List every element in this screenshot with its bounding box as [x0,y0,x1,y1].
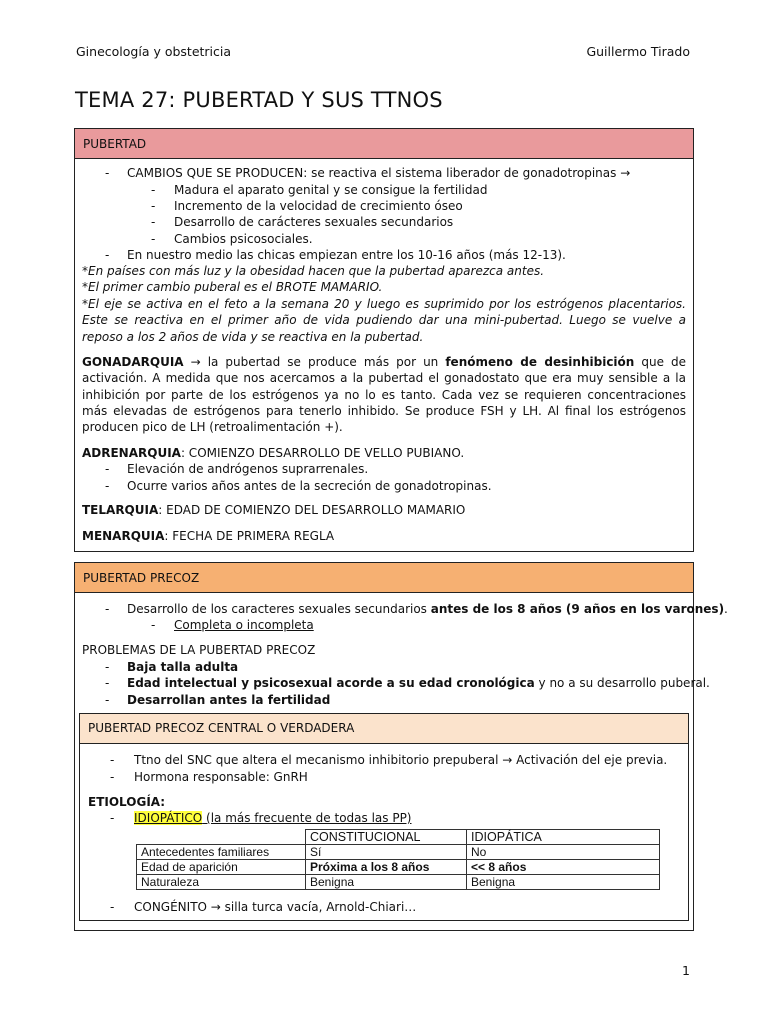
table-cell: No [467,845,660,860]
note-brote: *El primer cambio puberal es el BROTE MAMARIO. [82,280,383,294]
telarquia-term: TELARQUIA [82,503,159,517]
section-central [79,713,689,921]
cambios-subitem: Incremento de la velocidad de crecimiento óseo [174,199,463,213]
gonadarquia-intro: → la pubertad se produce más por un [183,355,446,369]
table-cell: Benigna [306,875,467,890]
congenito-item: CONGÉNITO → silla turca vacía, Arnold-Chiari… [134,900,417,914]
section-precoz [74,562,728,931]
section-pubertad-header [75,129,693,159]
adrenarquia-text: : COMIENZO DESARROLLO DE VELLO PUBIANO. [180,446,465,460]
bullet-dash: - [105,166,110,180]
gonadarquia-paragraph [82,354,686,435]
table-header-cell: IDIOPÁTICA [467,830,660,845]
bullet-dash: - [110,770,115,784]
bullet-dash: - [105,602,110,616]
adrenarquia-term: ADRENARQUIA [82,446,181,460]
page-number: 1 [682,963,690,978]
section-central-title: PUBERTAD PRECOZ CENTRAL O VERDADERA [88,721,355,736]
problemas-title: PROBLEMAS DE LA PUBERTAD PRECOZ [82,643,316,657]
table-row [137,875,660,890]
gonadarquia-text: que de activación. A medida que nos acercamos a la pubertad el gonadostato que era muy sensible a la inhibición por parte de los estrógenos ya no lo es tanto. Cada vez se requieren concentraciones más elevadas de estrógenos para tenerlo inhibido. Se produce FSH y LH. Al final los estrógenos producen pico de LH (retroalimentación +). [82,355,686,435]
gonadarquia-key: fenómeno de desinhibición [445,355,635,369]
bullet-dash: - [110,900,115,914]
bullet-dash: - [110,753,115,767]
problema-item-rest: y no a su desarrollo puberal. [534,676,710,690]
header-author: Guillermo Tirado [586,44,690,59]
note-luz: *En países con más luz y la obesidad hacen que la pubertad aparezca antes. [82,264,545,278]
precoz-definition-end: . [724,602,728,616]
bullet-dash: - [105,248,110,262]
menarquia-term: MENARQUIA [82,529,165,543]
problema-item: Desarrollan antes la fertilidad [127,693,331,707]
adrenarquia-line [82,445,464,461]
section-pubertad-body [75,159,693,551]
section-precoz-header [75,563,693,593]
table-row [137,845,660,860]
bullet-dash: - [151,183,156,197]
bullet-dash: - [105,676,110,690]
problema-item: Baja talla adulta [127,660,239,674]
telarquia-line [82,502,465,518]
precoz-subitem: Completa o incompleta [174,618,314,632]
edad-item: En nuestro medio las chicas empiezan entre los 10-16 años (más 12-13). [127,248,566,262]
table-cell: Naturaleza [137,875,306,890]
idiopatico-note: (la más frecuente de todas las PP) [202,811,412,825]
bullet-dash: - [110,811,115,825]
table-cell: Benigna [467,875,660,890]
note-eje: *El eje se activa en el feto a la semana 20 y luego es suprimido por los estrógenos placentarios. Este se reactiva en el primer año de vida pudiendo dar una mini-pubertad. Luego se vuelve a reposo a los 2 años de vida y se reactiva en la pubertad. [82,297,686,344]
cambios-item: CAMBIOS QUE SE PRODUCEN: se reactiva el sistema liberador de gonadotropinas → [127,166,631,180]
central-item: Ttno del SNC que altera el mecanismo inhibitorio prepuberal → Activación del eje previa. [134,753,668,767]
menarquia-text: : FECHA DE PRIMERA REGLA [164,529,335,543]
precoz-definition [127,601,728,617]
table-cell: << 8 años [467,860,660,875]
section-pubertad-title: PUBERTAD [83,136,147,151]
central-item: Hormona responsable: GnRH [134,770,308,784]
table-header-row [137,830,660,845]
problema-item [127,675,710,691]
menarquia-line [82,528,334,544]
section-precoz-body [75,593,728,930]
bullet-dash: - [151,199,156,213]
bullet-dash: - [105,693,110,707]
precoz-definition-age: antes de los 8 años (9 años en los varones) [430,602,725,616]
table-cell: Antecedentes familiares [137,845,306,860]
table-header-cell: CONSTITUCIONAL [306,830,467,845]
bullet-dash: - [151,618,156,632]
idiopatico-highlight: IDIOPÁTICO [134,811,203,825]
table-row [137,860,660,875]
section-central-header [80,714,688,744]
header-course: Ginecología y obstetricia [76,44,232,59]
section-pubertad [74,128,694,552]
bullet-dash: - [151,232,156,246]
adrenarquia-item: Ocurre varios años antes de la secreción de gonadotropinas. [127,479,492,493]
telarquia-text: : EDAD DE COMIENZO DEL DESARROLLO MAMARIO [158,503,466,517]
table-cell: Edad de aparición [137,860,306,875]
etiologia-title: ETIOLOGÍA: [88,795,166,809]
section-central-body [80,744,688,920]
bullet-dash: - [105,660,110,674]
table-cell: Próxima a los 8 años [306,860,467,875]
gonadarquia-term: GONADARQUIA [82,355,184,369]
bullet-dash: - [105,479,110,493]
cambios-subitem: Cambios psicosociales. [174,232,313,246]
bullet-dash: - [151,215,156,229]
page-title: TEMA 27: PUBERTAD Y SUS TTNOS [75,88,443,112]
bullet-dash: - [105,462,110,476]
etiologia-table [136,829,660,890]
table-cell: Sí [306,845,467,860]
precoz-definition-text: Desarrollo de los caracteres sexuales secundarios [127,602,431,616]
section-precoz-title: PUBERTAD PRECOZ [83,570,200,585]
idiopatico-item [134,810,412,826]
cambios-subitem: Madura el aparato genital y se consigue la fertilidad [174,183,488,197]
table-header-cell [137,830,306,845]
problema-item-bold: Edad intelectual y psicosexual acorde a su edad cronológica [127,676,535,690]
adrenarquia-item: Elevación de andrógenos suprarrenales. [127,462,369,476]
cambios-subitem: Desarrollo de carácteres sexuales secundarios [174,215,454,229]
